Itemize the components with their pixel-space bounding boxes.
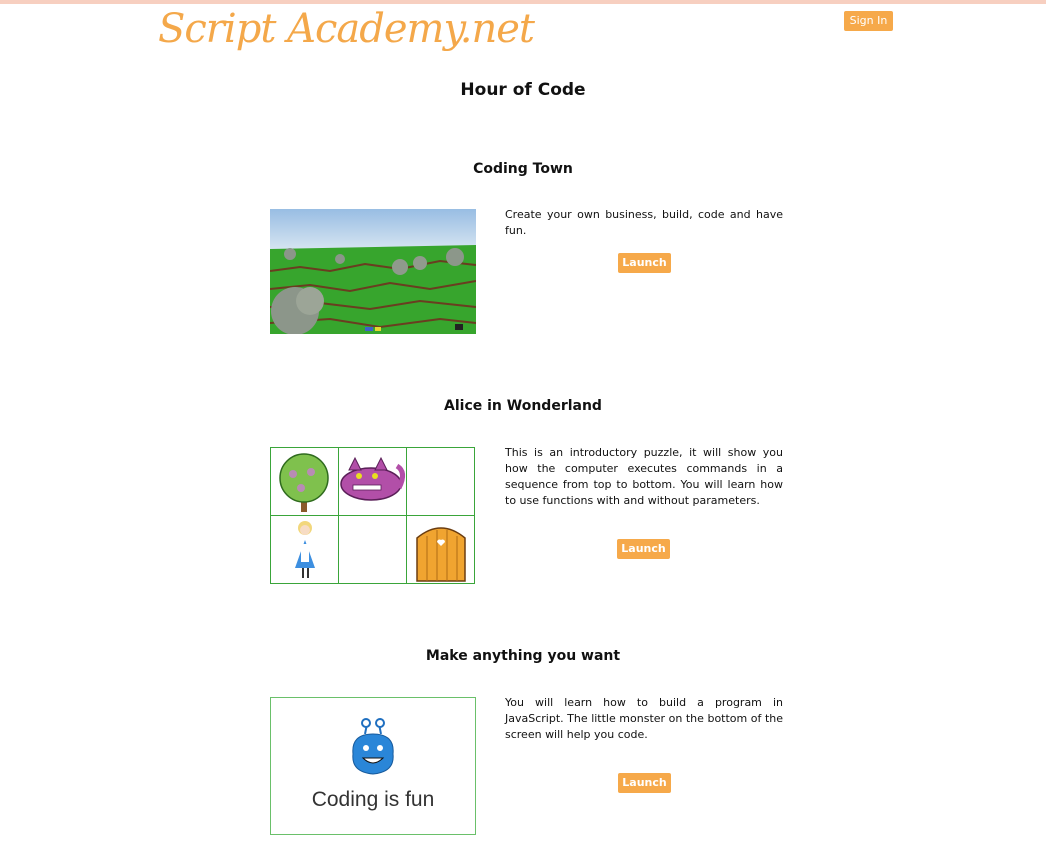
section-title-coding-town: Coding Town — [473, 161, 573, 177]
section-title-make-anything: Make anything you want — [425, 648, 621, 664]
page-title: Hour of Code — [460, 80, 586, 100]
blue-monster-icon — [271, 698, 475, 834]
coding-town-image — [270, 209, 476, 334]
launch-coding-town-button[interactable]: Launch — [618, 253, 671, 273]
section-title-alice: Alice in Wonderland — [444, 398, 602, 414]
monster-caption: Coding is fun — [311, 788, 435, 811]
make-anything-description: You will learn how to build a program in JavaScript. The little monster on the bottom of the screen will help you code. — [505, 696, 783, 741]
alice-description: This is an introductory puzzle, it will show you how the computer executes commands in a sequence from top to bottom. You will learn how to use functions with and without parameters. — [505, 446, 783, 507]
monster-image-card — [270, 697, 476, 835]
coding-town-description: Create your own business, build, code and have fun. — [505, 208, 783, 237]
site-logo[interactable]: Script Academy.net — [158, 6, 534, 52]
voxel-town-scene-icon — [270, 209, 476, 334]
launch-make-anything-button[interactable]: Launch — [618, 773, 671, 793]
alice-puzzle-image — [270, 447, 475, 584]
alice-puzzle-grid-icon — [271, 448, 474, 583]
sign-in-button[interactable]: Sign In — [844, 11, 893, 31]
launch-alice-button[interactable]: Launch — [617, 539, 670, 559]
